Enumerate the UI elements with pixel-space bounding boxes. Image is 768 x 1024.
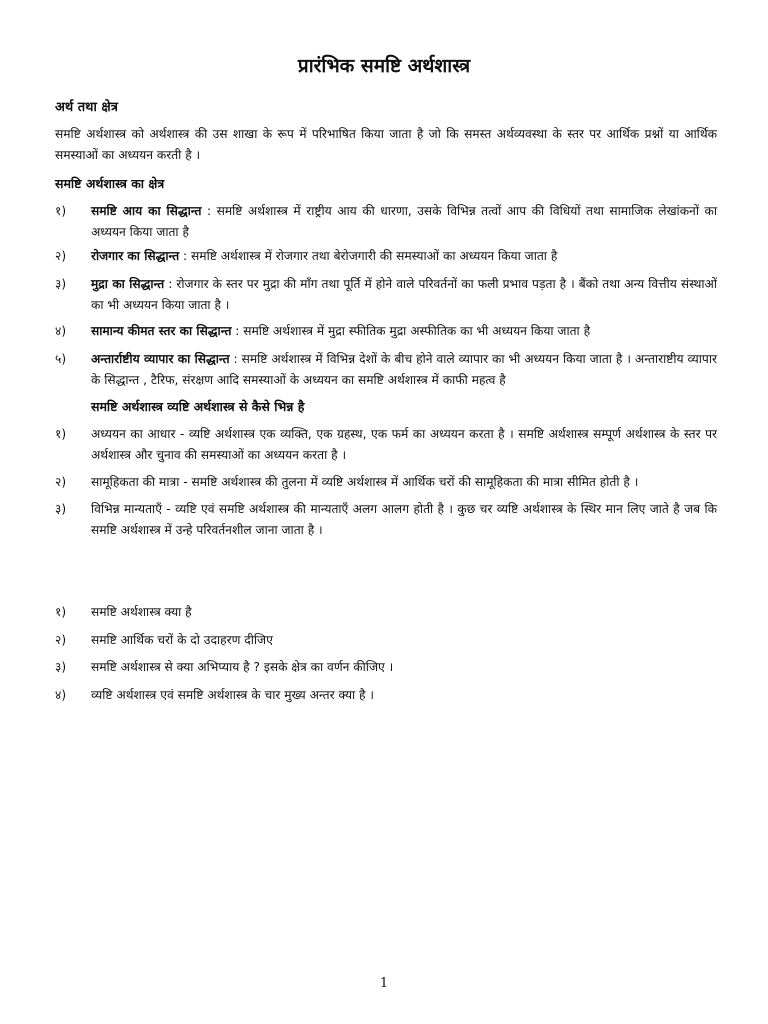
list-number: ५) <box>55 352 67 366</box>
question-item-4 <box>55 685 717 706</box>
section-heading-scope: समष्टि अर्थशास्त्र का क्षेत्र <box>55 176 165 191</box>
list-number: १) <box>55 427 67 441</box>
question-item-1 <box>55 602 717 623</box>
list-item-diff-3 <box>55 499 717 541</box>
list-text: : समष्टि अर्थशास्त्र में राष्ट्रीय आय की धारणा, उसके विभिन्न तत्वों आप की विधियों तथा सामाजिक लेखांकनों का अध्ययन किया जाता है <box>91 204 717 239</box>
list-number: १) <box>55 204 67 218</box>
list-item-diff-1 <box>55 424 717 466</box>
question-text: समष्टि आर्थिक चरों के दो उदाहरण दीजिए <box>91 633 273 647</box>
question-item-2 <box>55 630 717 651</box>
question-text: समष्टि अर्थशास्त्र क्या है <box>91 605 192 619</box>
list-term: सामान्य कीमत स्तर का सिद्धान्त <box>91 324 232 338</box>
list-item-diff-2 <box>55 472 717 493</box>
question-text: व्यष्टि अर्थशास्त्र एवं समष्टि अर्थशास्त्र के चार मुख्य अन्तर क्या है । <box>91 688 375 702</box>
list-item-scope-4 <box>55 321 717 342</box>
list-term: मुद्रा का सिद्धान्त <box>91 277 165 291</box>
list-text: : रोजगार के स्तर पर मुद्रा की माँग तथा पूर्ति में होने वाले परिवर्तनों का फली प्रभाव पड़ता है । बैंको तथा अन्य वित्तीय संस्थाओं का भी अध्ययन किया जाता है । <box>91 277 717 312</box>
list-item-scope-1 <box>55 201 717 243</box>
question-item-3 <box>55 657 717 678</box>
list-text: विभिन्न मान्यताएँ - व्यष्टि एवं समष्टि अर्थशास्त्र की मान्यताएँ अलग आलग होती है । कुछ चर व्यष्टि अर्थशास्त्र के स्थिर मान लिए जाते है जब कि समष्टि अर्थशास्त्र में उन्हे परिवर्तनशील जाना जाता है । <box>91 502 717 537</box>
list-term: रोजगार का सिद्धान्त <box>91 249 180 263</box>
list-number: २) <box>55 475 67 489</box>
list-number: २) <box>55 249 67 263</box>
question-number: ४) <box>55 688 67 702</box>
list-text: सामूहिकता की मात्रा - समष्टि अर्थशास्त्र की तुलना में व्यष्टि अर्थशास्त्र में आर्थिक चरों की सामूहिकता की मात्रा सीमित होती है । <box>91 475 639 489</box>
question-number: २) <box>55 633 67 647</box>
list-item-scope-5 <box>55 349 717 391</box>
list-number: ३) <box>55 277 67 291</box>
list-item-scope-3 <box>55 274 717 316</box>
question-text: समष्टि अर्थशास्त्र से क्या अभिप्याय है ? इसके क्षेत्र का वर्णन कीजिए । <box>91 660 394 674</box>
list-number: ४) <box>55 324 67 338</box>
list-term: अन्तार्राष्टीय व्यापार का सिद्धान्त <box>91 352 230 366</box>
question-number: ३) <box>55 660 67 674</box>
list-text: : समष्टि अर्थशास्त्र में मुद्रा स्फीतिक मुद्रा अस्फीतिक का भी अध्ययन किया जाता है <box>231 324 591 338</box>
section-heading-meaning: अर्थ तथा क्षेत्र <box>55 100 118 115</box>
page-title: प्रारंभिक समष्टि अर्थशास्त्र <box>297 55 471 77</box>
list-text: : समष्टि अर्थशास्त्र में विभिन्न देशों के बीच होने वाले व्यापार का भी अध्ययन किया जाता है । अन्ताराष्टीय व्यापार के सिद्धान्त , टैरिफ, संरक्षण आदि समस्याओं के अध्ययन का समष्टि अर्थशास्त्र में काफी महत्व है <box>91 352 717 387</box>
list-text: अध्ययन का आधार - व्यष्टि अर्थशास्त्र एक व्यक्ति, एक ग्रहस्थ, एक फर्म का अध्ययन करता है । समष्टि अर्थशास्त्र सम्पूर्ण अर्थशास्त्र के स्तर पर अर्थशास्त्र और चुनाव की समस्याओं का अध्ययन करता है । <box>91 427 717 462</box>
list-text: : समष्टि अर्थशास्त्र में रोजगार तथा बेरोजगारी की समस्याओं का अध्ययन किया जाता है <box>179 249 558 263</box>
page-number: 1 <box>379 976 389 991</box>
list-number: ३) <box>55 502 67 516</box>
list-term: समष्टि आय का सिद्धान्त <box>91 204 202 218</box>
question-number: १) <box>55 605 67 619</box>
intro-paragraph: समष्टि अर्थशास्त्र को अर्थशास्त्र की उस शाखा के रूप में परिभाषित किया जाता है जो कि समस्त अर्थव्यवस्था के स्तर पर आर्थिक प्रश्नों या आर्थिक समस्याओं का अध्ययन करती है । <box>55 127 717 162</box>
section-heading-differences: समष्टि अर्थशास्त्र व्यष्टि अर्थशास्त्र से कैसे भिन्न है <box>91 399 305 414</box>
list-item-scope-2 <box>55 246 717 267</box>
